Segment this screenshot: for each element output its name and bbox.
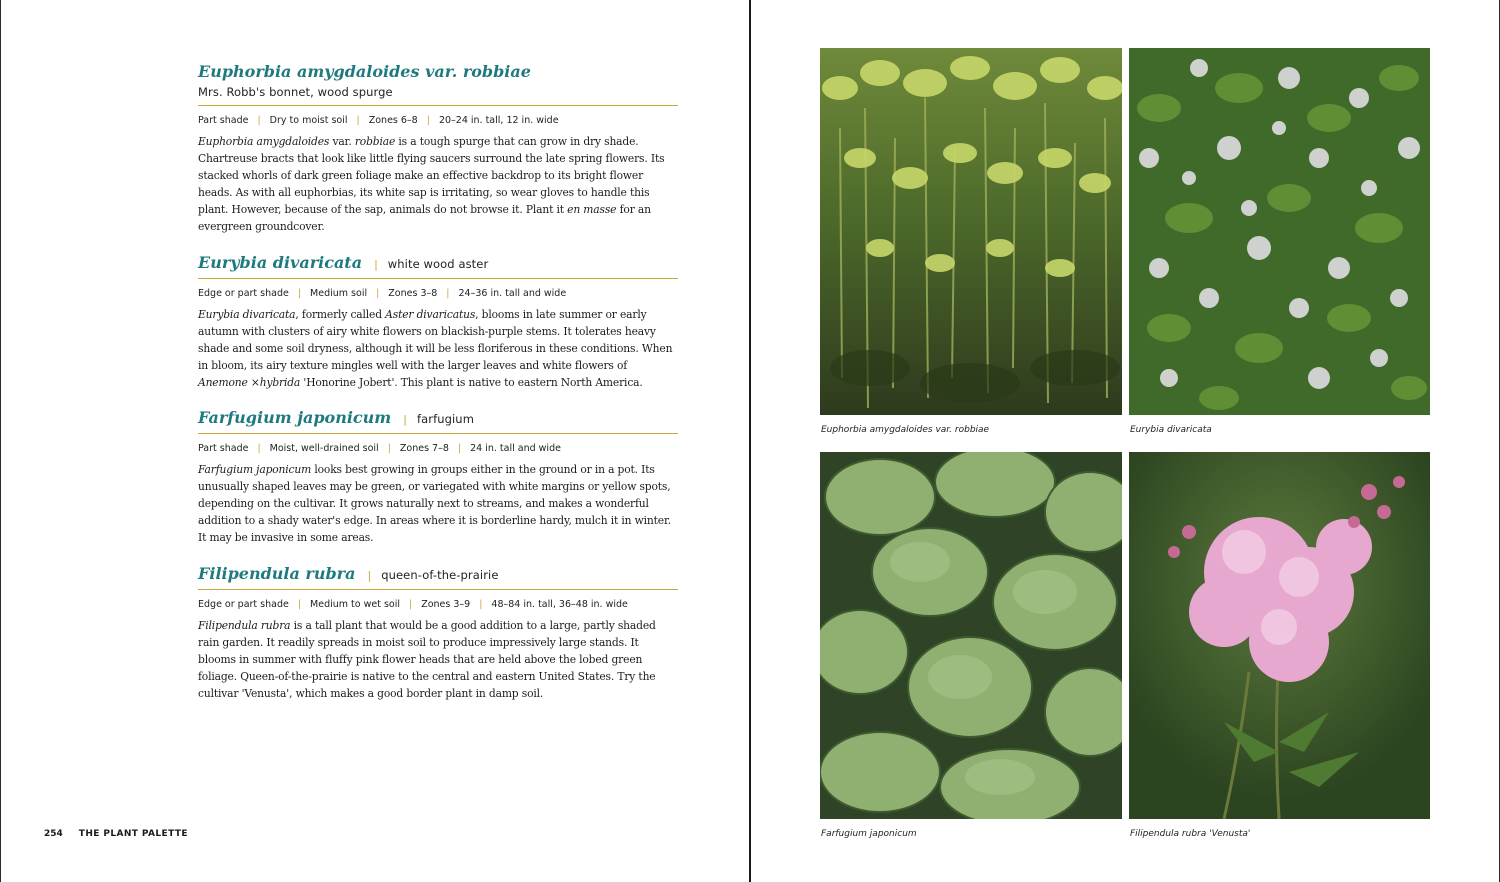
fact-separator: | <box>479 598 483 610</box>
fact-separator: | <box>426 115 430 126</box>
filipendula-photo <box>1129 452 1430 819</box>
scientific-name: Eurybia divaricata <box>198 252 363 272</box>
italic-term: Aster divaricatus <box>385 307 476 321</box>
fact-separator: | <box>257 443 261 455</box>
italic-term: Farfugium japonicum <box>198 463 312 477</box>
right-page <box>751 0 1500 882</box>
fact-separator: | <box>297 598 302 610</box>
fact-zones: Zones 6–8 <box>368 115 418 126</box>
entry-heading <box>198 62 678 81</box>
fact-light: Part shade <box>198 115 249 126</box>
heading-separator: | <box>374 257 378 271</box>
fact-soil: Medium to wet soil <box>310 598 401 610</box>
description-text: is a tall plant that would be a good addition to a large, partly shaded rain garden. It readily spreads in moist soil to produce impressively large stands. It blooms in summer with fluffy pink flower heads that are held above the lobed green foliage. Queen-of-the-prairie is native to the central and eastern United States. Try the cultivar 'Venusta', which makes a good border plant in damp soil. <box>198 618 656 700</box>
entry-description <box>198 617 678 702</box>
italic-term: Euphorbia amygdaloides <box>198 135 330 148</box>
fact-zones: Zones 7–8 <box>399 443 449 455</box>
description-text: , blooms in late summer or early autumn with clusters of airy white flowers on blackish-purple stems. It tolerates heavy shade and some soil dryness, although it will be less floriferous in these conditions. When in bloom, its airy texture mingles well with the larger leaves and white flowers of <box>198 307 673 372</box>
left-page <box>0 0 749 882</box>
fact-separator: | <box>376 287 380 299</box>
euphorbia-photo <box>820 48 1122 415</box>
farfugium-photo <box>820 452 1122 819</box>
italic-term: en masse <box>567 203 617 217</box>
fact-separator: | <box>457 443 462 455</box>
eurybia-photo-art <box>1129 48 1430 415</box>
description-text: var. <box>329 135 355 148</box>
scientific-name: Filipendula rubra <box>198 563 356 583</box>
plant-facts <box>198 599 678 610</box>
fact-zones: Zones 3–8 <box>388 287 438 299</box>
fact-size: 48–84 in. tall, 36–48 in. wide <box>491 598 628 610</box>
common-name: white wood aster <box>387 256 489 271</box>
italic-term: Filipendula rubra <box>198 618 291 632</box>
divider-rule <box>198 278 678 279</box>
photo-caption-euphorbia: Euphorbia amygdaloides var. robbiae <box>821 425 990 435</box>
fact-light: Edge or part shade <box>198 598 289 610</box>
plant-entry-eurybia <box>198 253 678 391</box>
plant-entry-filipendula <box>198 564 678 702</box>
fact-separator: | <box>356 115 360 126</box>
fact-soil: Medium soil <box>310 287 368 299</box>
divider-rule <box>198 589 678 590</box>
page-folio <box>44 829 188 839</box>
italic-term: robbiae <box>354 135 396 148</box>
italic-term: Eurybia divaricata <box>198 307 296 321</box>
running-section-title: THE PLANT PALETTE <box>78 829 188 839</box>
common-name: Mrs. Robb's bonnet, wood spurge <box>198 85 393 99</box>
description-text: is a tough spurge that can grow in dry shade. Chartreuse bracts that look like little flying saucers surround the late spring flowers. Its stacked whorls of dark green foliage make an effective backdrop to its bright flower heads. As with all euphorbias, its white sap is irritating, so wear gloves to handle this plant. However, because of the sap, animals do not browse it. Plant it <box>198 135 665 217</box>
fact-soil: Dry to moist soil <box>269 115 348 126</box>
plant-entries <box>198 62 678 719</box>
italic-term: Anemone ×hybrida <box>198 375 301 389</box>
divider-rule <box>198 433 678 434</box>
fact-size: 24 in. tall and wide <box>470 443 561 455</box>
common-name: farfugium <box>416 412 474 427</box>
common-name: queen-of-the-prairie <box>381 567 499 582</box>
heading-separator: | <box>403 413 407 427</box>
entry-heading <box>198 564 678 583</box>
fact-light: Edge or part shade <box>198 287 289 299</box>
plant-entry-farfugium <box>198 408 678 546</box>
filipendula-photo-art <box>1129 452 1430 819</box>
page-edge <box>0 0 1 882</box>
fact-light: Part shade <box>198 443 249 455</box>
scientific-name: Euphorbia amygdaloides var. robbiae <box>198 62 531 81</box>
plant-entry-euphorbia <box>198 62 678 236</box>
fact-separator: | <box>387 443 391 455</box>
fact-separator: | <box>257 115 261 126</box>
entry-heading <box>198 253 678 272</box>
photo-caption-eurybia: Eurybia divaricata <box>1130 425 1212 435</box>
plant-facts <box>198 443 678 454</box>
scientific-name: Farfugium japonicum <box>198 408 392 428</box>
fact-zones: Zones 3–9 <box>421 598 471 610</box>
page-number: 254 <box>44 829 63 839</box>
entry-description <box>198 461 678 546</box>
fact-size: 20–24 in. tall, 12 in. wide <box>438 115 559 126</box>
fact-separator: | <box>297 287 302 299</box>
photo-caption-farfugium: Farfugium japonicum <box>821 829 917 839</box>
fact-soil: Moist, well-drained soil <box>269 443 379 455</box>
entry-description <box>198 133 678 236</box>
eurybia-photo <box>1129 48 1430 415</box>
description-text: 'Honorine Jobert'. This plant is native to eastern North America. <box>300 375 643 389</box>
fact-separator: | <box>409 598 413 610</box>
entry-description <box>198 306 678 391</box>
entry-heading <box>198 408 678 427</box>
description-text: looks best growing in groups either in the ground or in a pot. Its unusually shaped leaves may be green, or variegated with white margins or yellow spots, depending on the cultivar. It grows naturally next to streams, and makes a wonderful addition to a shady water's edge. In areas where it is borderline hardy, mulch it in winter. It may be invasive in some areas. <box>198 463 671 545</box>
divider-rule <box>198 105 678 106</box>
euphorbia-photo-art <box>820 48 1122 415</box>
description-text: , formerly called <box>295 307 386 321</box>
fact-size: 24–36 in. tall and wide <box>458 287 567 299</box>
photo-caption-filipendula: Filipendula rubra 'Venusta' <box>1130 829 1251 839</box>
plant-facts <box>198 115 678 126</box>
farfugium-photo-art <box>820 452 1122 819</box>
description-text: for an evergreen groundcover. <box>198 203 651 234</box>
plant-facts <box>198 288 678 299</box>
heading-separator: | <box>367 568 372 582</box>
fact-separator: | <box>446 287 450 299</box>
